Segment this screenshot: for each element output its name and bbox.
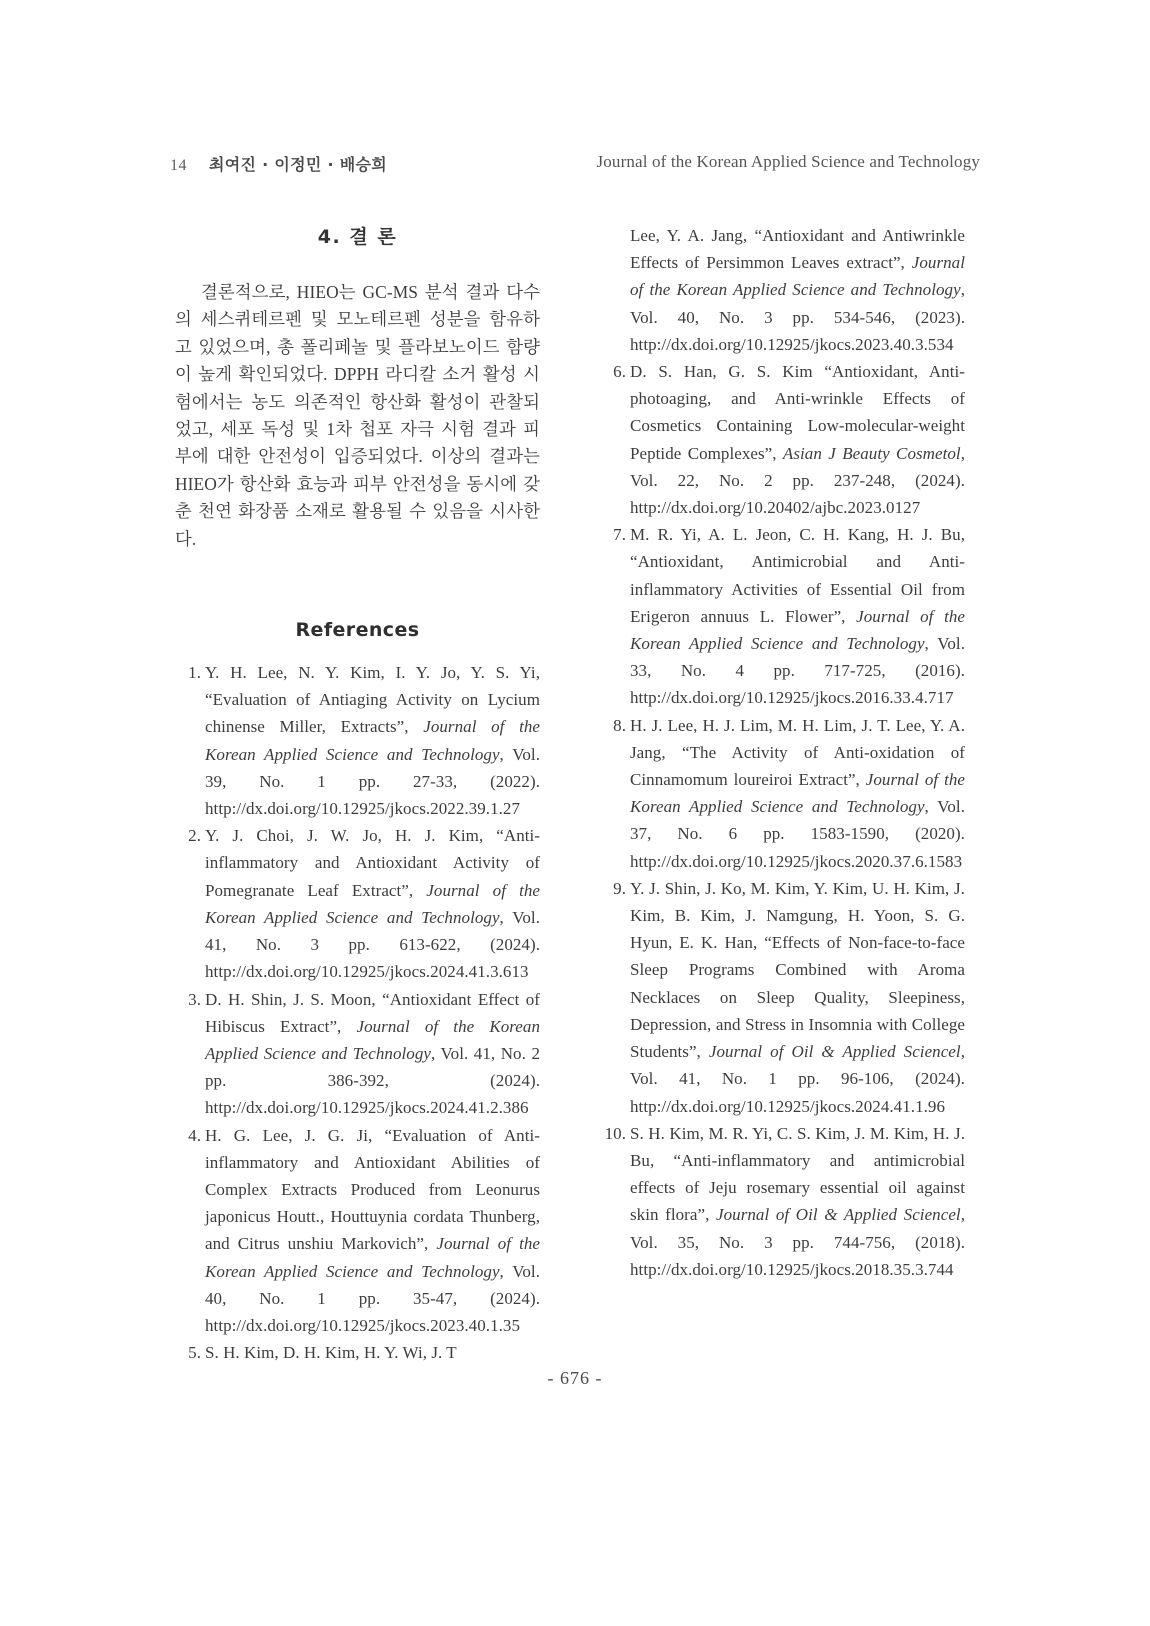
reference-details: , Vol. 33, No. 4 pp. 717-725, (2016). xyxy=(630,634,965,681)
reference-item xyxy=(175,659,540,822)
reference-item xyxy=(175,1122,540,1340)
reference-number: 1. xyxy=(188,663,201,683)
reference-authors: D. S. Han, G. S. Kim xyxy=(630,362,825,382)
reference-doi[interactable]: http://dx.doi.org/10.12925/jkocs.2023.40.3.534 xyxy=(630,334,954,354)
reference-number: 3. xyxy=(188,989,201,1009)
reference-doi[interactable]: http://dx.doi.org/10.12925/jkocs.2020.37.6.1583 xyxy=(630,851,963,871)
reference-journal: Journal of the Korean Applied Science and Technology xyxy=(630,253,965,300)
reference-number: 7. xyxy=(613,525,626,545)
reference-item xyxy=(175,986,540,1122)
reference-details: , Vol. 40, No. 3 pp. 534-546, (2023). xyxy=(630,280,965,327)
reference-journal: Journal of Oil & Applied Sciencel xyxy=(716,1205,961,1225)
reference-list-left xyxy=(175,659,540,1366)
reference-journal: Journal of the Korean Applied Science and Technology xyxy=(205,717,541,764)
footer-page-number: - 676 - xyxy=(547,1368,603,1388)
reference-doi[interactable]: http://dx.doi.org/10.12925/jkocs.2024.41.1.96 xyxy=(630,1096,946,1116)
reference-number: 9. xyxy=(613,878,626,898)
reference-doi[interactable]: http://dx.doi.org/10.12925/jkocs.2016.33.4.717 xyxy=(630,688,954,708)
right-column xyxy=(600,222,965,1283)
reference-details: , Vol. 41, No. 3 pp. 613-622, (2024). xyxy=(205,907,540,955)
reference-number: 5. xyxy=(188,1343,201,1363)
reference-journal: Journal of the Korean Applied Science and Technology xyxy=(205,880,540,927)
reference-title: “Antioxidant, Anti-photoaging, and Anti-wrinkle Effects of Cosmetics Containing Low-molecular-weight Peptide Complexes”, xyxy=(630,362,965,463)
conclusion-heading: 4. 결 론 xyxy=(317,226,398,248)
running-head xyxy=(170,152,980,178)
reference-item xyxy=(600,358,965,521)
reference-details: , Vol. 22, No. 2 pp. 237-248, (2024). xyxy=(630,443,965,490)
reference-item xyxy=(600,1120,965,1283)
reference-title: “The Activity of Anti-oxidation of Cinnamomum loureiroi Extract”, xyxy=(630,742,965,790)
running-head-journal-title: Journal of the Korean Applied Science and Technology xyxy=(596,152,980,171)
reference-item-5-continuation xyxy=(600,222,965,358)
reference-number: 10. xyxy=(604,1123,626,1143)
reference-number: 8. xyxy=(613,715,626,735)
reference-title: “Anti-inflammatory and antimicrobial effects of Jeju rosemary essential oil against skin flora”, xyxy=(630,1150,965,1225)
reference-item xyxy=(600,521,965,711)
reference-details: , Vol. 35, No. 3 pp. 744-756, (2018). xyxy=(630,1205,966,1252)
reference-journal: Journal of the Korean Applied Science and Technology xyxy=(205,1016,541,1063)
reference-authors: Y. J. Choi, J. W. Jo, H. J. Kim, xyxy=(205,826,497,846)
reference-journal: Journal of Oil & Applied Sciencel xyxy=(708,1042,961,1062)
reference-details: , Vol. 39, No. 1 pp. 27-33, (2022). xyxy=(205,744,540,791)
reference-authors: Lee, Y. A. Jang, xyxy=(630,226,755,245)
reference-title: “Anti-inflammatory and Antioxidant Activity of Pomegranate Leaf Extract”, xyxy=(205,826,540,900)
reference-doi[interactable]: http://dx.doi.org/10.12925/jkocs.2024.41.3.613 xyxy=(205,962,529,982)
reference-item xyxy=(600,875,965,1120)
reference-details: , Vol. 41, No. 1 pp. 96-106, (2024). xyxy=(630,1042,965,1089)
reference-title: “Antioxidant, Antimicrobial and Anti-inflammatory Activities of Essential Oil from Erigeron annuus L. Flower”, xyxy=(630,552,965,626)
reference-item xyxy=(175,822,540,985)
reference-journal: Journal of the Korean Applied Science and Technology xyxy=(205,1234,540,1281)
reference-doi[interactable]: http://dx.doi.org/10.12925/jkocs.2018.35.3.744 xyxy=(630,1259,954,1279)
references-heading: References xyxy=(295,619,420,642)
reference-doi[interactable]: http://dx.doi.org/10.12925/jkocs.2024.41.2.386 xyxy=(205,1098,529,1118)
reference-authors: Y. H. Lee, N. Y. Kim, I. Y. Jo, Y. S. Yi, xyxy=(205,663,540,683)
reference-authors: S. H. Kim, D. H. Kim, H. Y. Wi, J. T xyxy=(205,1343,457,1363)
reference-journal: Journal of the Korean Applied Science and Technology xyxy=(630,770,965,817)
reference-authors: H. J. Lee, H. J. Lim, M. H. Lim, J. T. Lee, Y. A. Jang, xyxy=(630,715,965,762)
running-head-authors: 최여진 · 이정민 · 배승희 xyxy=(209,155,388,174)
reference-authors: D. H. Shin, J. S. Moon, xyxy=(205,989,383,1009)
reference-doi[interactable]: http://dx.doi.org/10.12925/jkocs.2023.40.1.35 xyxy=(205,1315,521,1335)
reference-journal: Asian J Beauty Cosmetol xyxy=(782,443,961,463)
reference-list-right xyxy=(600,358,965,1283)
reference-details: , Vol. 41, No. 2 pp. 386-392, (2024). xyxy=(205,1043,540,1091)
reference-authors: M. R. Yi, A. L. Jeon, C. H. Kang, H. J. Bu, xyxy=(630,525,965,545)
reference-title: “Antioxidant Effect of Hibiscus Extract”, xyxy=(205,989,540,1036)
reference-details: , Vol. 40, No. 1 pp. 35-47, (2024). xyxy=(205,1261,540,1308)
reference-number: 4. xyxy=(188,1125,201,1145)
reference-title: “Effects of Non-face-to-face Sleep Programs Combined with Aroma Necklaces on Sleep Quality, Sleepiness, Depression, and Stress in Insomnia with College Students”, xyxy=(630,933,965,1062)
reference-details: , Vol. 37, No. 6 pp. 1583-1590, (2020). xyxy=(630,797,965,844)
reference-item xyxy=(175,1339,540,1366)
running-head-page-number: 14 xyxy=(170,157,187,174)
reference-journal: Journal of the Korean Applied Science and Technology xyxy=(630,606,965,654)
reference-authors: H. G. Lee, J. G. Ji, xyxy=(205,1125,385,1145)
left-column xyxy=(175,222,540,1366)
conclusion-body: 결론적으로, HIEO는 GC-MS 분석 결과 다수의 세스퀴테르펜 및 모노테르펜 성분을 함유하고 있었으며, 총 폴리페놀 및 플라보노이드 함량이 높게 확인되었다. DPPH 라디칼 소거 활성 시험에서는 농도 의존적인 항산화 활성이 관찰되었고, 세포 독성 및 1차 첩포 자극 시험 결과 피부에 대한 안전성이 입증되었다. 이상의 결과는 HIEO가 항산화 효능과 피부 안전성을 동시에 갖춘 천연 화장품 소재로 활용될 수 있음을 시사한다. xyxy=(175,282,540,549)
reference-doi[interactable]: http://dx.doi.org/10.20402/ajbc.2023.0127 xyxy=(630,498,921,518)
reference-doi[interactable]: http://dx.doi.org/10.12925/jkocs.2022.39.1.27 xyxy=(205,799,521,819)
reference-authors: Y. J. Shin, J. Ko, M. Kim, Y. Kim, U. H. Kim, J. Kim, B. Kim, J. Namgung, H. Yoon, S. G. Hyun, E. K. Han, xyxy=(630,878,965,953)
reference-authors: S. H. Kim, M. R. Yi, C. S. Kim, J. M. Kim, H. J. Bu, xyxy=(630,1123,965,1170)
reference-number: 6. xyxy=(613,362,626,382)
reference-title: “Antioxidant and Antiwrinkle Effects of Persimmon Leaves extract”, xyxy=(630,226,966,273)
reference-item xyxy=(600,712,965,875)
reference-title: “Evaluation of Anti-inflammatory and Antioxidant Abilities of Complex Extracts Produced from Leonurus japonicus Houtt., Houttuynia cordata Thunberg, and Citrus unshiu Markovich”, xyxy=(205,1125,540,1254)
reference-number: 2. xyxy=(188,826,201,846)
reference-title: “Evaluation of Antiaging Activity on Lycium chinense Miller, Extracts”, xyxy=(205,690,540,737)
